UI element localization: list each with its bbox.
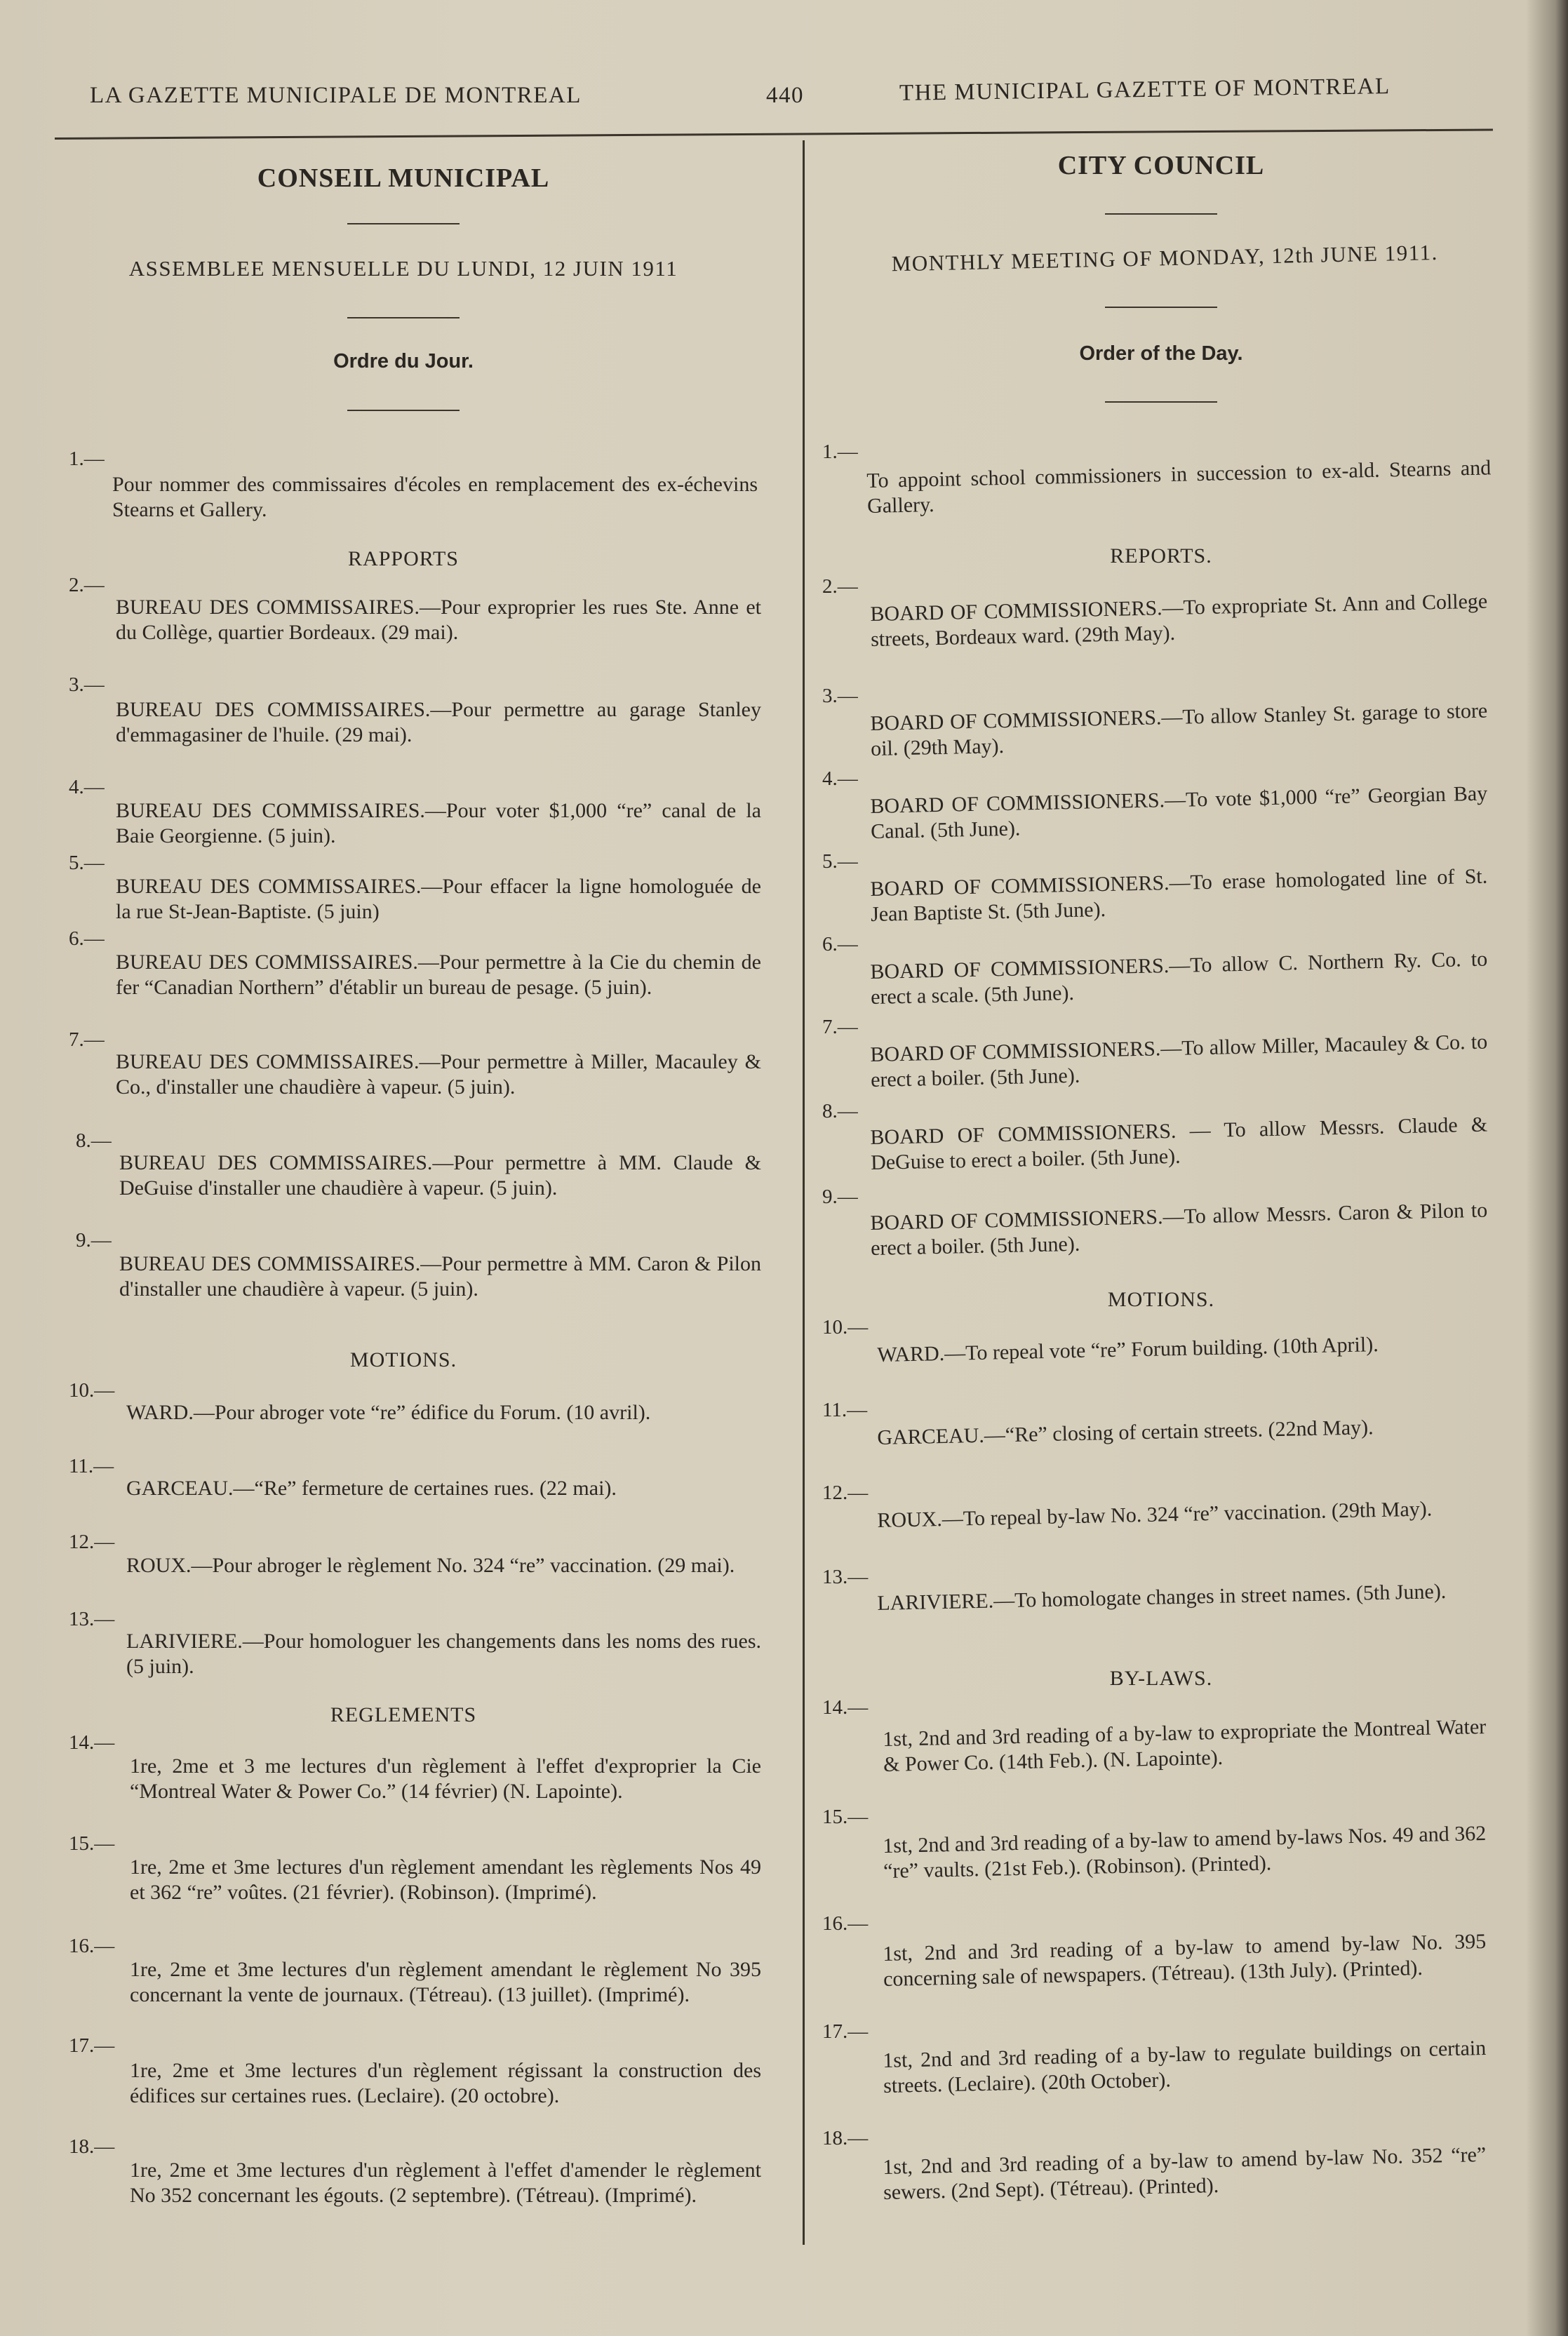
en-rule-1 [1105, 213, 1217, 215]
fr-item-text: ROUX.—Pour abroger le règlement No. 324 “re” vaccination. (29 mai). [126, 1554, 735, 1577]
en-item-number: 12.— [822, 1482, 869, 1504]
fr-item-number: 13.— [69, 1608, 115, 1630]
en-item-number: 5.— [822, 850, 858, 873]
fr-item-text: WARD.—Pour abroger vote “re” édifice du Forum. (10 avril). [126, 1401, 651, 1424]
fr-section-motions: MOTIONS. [349, 1348, 457, 1371]
fr-item-number: 10.— [69, 1379, 115, 1402]
en-section-motions: MOTIONS. [1107, 1288, 1215, 1311]
fr-subtitle: ASSEMBLEE MENSUELLE DU LUNDI, 12 JUIN 1911 [128, 256, 678, 281]
fr-item-text: Pour nommer des commissaires d'écoles en remplacement des ex-échevins Stearns et Gallery. [112, 473, 758, 521]
en-item-number: 13.— [822, 1566, 869, 1588]
fr-item-text: BUREAU DES COMMISSAIRES.—Pour permettre à Miller, Macauley & Co., d'installer une chaudière à vapeur. (5 juin). [116, 1050, 761, 1099]
fr-item-number: 8.— [76, 1129, 112, 1152]
fr-item-text: 1re, 2me et 3me lectures d'un règlement à l'effet d'amender le règlement No 352 concernant les égouts. (2 septembre). (Tétreau). (Imprimé). [130, 2159, 761, 2207]
en-title: CITY COUNCIL [1057, 151, 1265, 180]
en-item-text: 1st, 2nd and 3rd reading of a by-law to expropriate the Montreal Water & Power Co. (14th Feb.). (N. Lapointe). [883, 1714, 1487, 1776]
en-item-number: 17.— [822, 2020, 869, 2043]
en-item-number: 15.— [822, 1806, 869, 1828]
fr-item-text: BUREAU DES COMMISSAIRES.—Pour exproprier les rues Ste. Anne et du Collège, quartier Bordeaux. (29 mai). [116, 596, 761, 644]
fr-section-reports: RAPPORTS [348, 547, 459, 570]
fr-title: CONSEIL MUNICIPAL [257, 163, 550, 193]
column-divider [803, 140, 805, 2245]
fr-item-text: BUREAU DES COMMISSAIRES.—Pour effacer la ligne homologuée de la rue St-Jean-Baptiste. (5 juin) [116, 875, 761, 923]
en-item-number: 11.— [822, 1399, 868, 1421]
fr-item-number: 16.— [69, 1935, 115, 1957]
en-item-text: BOARD OF COMMISSIONERS.—To erase homologated line of St. Jean Baptiste St. (5th June). [870, 864, 1488, 926]
fr-section-bylaws: REGLEMENTS [330, 1703, 477, 1726]
en-item-number: 14.— [822, 1696, 869, 1719]
header-right-title: THE MUNICIPAL GAZETTE OF MONTREAL [899, 74, 1391, 106]
fr-item-text: BUREAU DES COMMISSAIRES.—Pour permettre à la Cie du chemin de fer “Canadian Northern” d'établir un bureau de pesage. (5 juin). [116, 951, 761, 999]
fr-item-number: 17.— [69, 2034, 115, 2057]
en-section-reports: REPORTS. [1110, 544, 1212, 568]
fr-item-number: 12.— [69, 1531, 115, 1553]
fr-item-number: 5.— [69, 852, 105, 874]
fr-item-number: 3.— [69, 673, 105, 696]
en-item-text: BOARD OF COMMISSIONERS.—To expropriate St. Ann and College streets, Bordeaux ward. (29th May). [870, 589, 1488, 651]
en-item-number: 4.— [822, 767, 858, 790]
en-section-bylaws: BY-LAWS. [1109, 1667, 1213, 1690]
fr-item-text: 1re, 2me et 3 me lectures d'un règlement à l'effet d'exproprier la Cie “Montreal Water & Power Co.” (14 février) (N. Lapointe). [130, 1754, 761, 1803]
fr-item-number: 6.— [69, 927, 105, 950]
fr-item-number: 15.— [69, 1832, 115, 1855]
page-number: 440 [766, 83, 804, 108]
fr-item-text: 1re, 2me et 3me lectures d'un règlement régissant la construction des édifices sur certaines rues. (Leclaire). (20 octobre). [130, 2059, 761, 2107]
en-item-number: 6.— [822, 933, 858, 955]
en-item-text: BOARD OF COMMISSIONERS.—To allow Stanley St. garage to store oil. (29th May). [870, 699, 1488, 760]
fr-item-number: 2.— [69, 574, 105, 596]
en-item-number: 18.— [822, 2127, 869, 2149]
fr-item-text: 1re, 2me et 3me lectures d'un règlement amendant les règlements Nos 49 et 362 “re” voûtes. (21 février). (Robinson). (Imprimé). [130, 1855, 761, 1904]
fr-item-text: BUREAU DES COMMISSAIRES.—Pour voter $1,000 “re” canal de la Baie Georgienne. (5 juin). [116, 799, 761, 847]
en-item-number: 16.— [822, 1912, 869, 1935]
fr-rule-1 [347, 223, 460, 224]
en-item-number: 1.— [822, 441, 858, 463]
en-item-text: 1st, 2nd and 3rd reading of a by-law to amend by-law No. 395 concerning sale of newspapers. (Tétreau). (13th July). (Printed). [883, 1929, 1487, 1991]
en-item-text: BOARD OF COMMISSIONERS.—To allow Miller, Macauley & Co. to erect a boiler. (5th June). [870, 1030, 1488, 1092]
fr-item-number: 7.— [69, 1028, 105, 1051]
en-order: Order of the Day. [1079, 342, 1243, 365]
fr-item-number: 18.— [69, 2135, 115, 2158]
en-item-number: 10.— [822, 1316, 869, 1338]
en-item-text: To appoint school commissioners in succession to ex-ald. Stearns and Gallery. [866, 456, 1492, 518]
fr-item-text: GARCEAU.—“Re” fermeture de certaines rues. (22 mai). [126, 1477, 617, 1500]
en-item-text: 1st, 2nd and 3rd reading of a by-law to regulate buildings on certain streets. (Leclaire). (20th October). [883, 2036, 1487, 2097]
en-item-text: BOARD OF COMMISSIONERS.—To allow Messrs. Caron & Pilon to erect a boiler. (5th June). [870, 1198, 1488, 1260]
en-item-text: WARD.—To repeal vote “re” Forum building. (10th April). [877, 1333, 1379, 1367]
fr-item-text: BUREAU DES COMMISSAIRES.—Pour permettre au garage Stanley d'emmagasiner de l'huile. (29 mai). [116, 698, 761, 746]
en-item-text: BOARD OF COMMISSIONERS. — To allow Messrs. Claude & DeGuise to erect a boiler. (5th June). [870, 1113, 1488, 1174]
en-item-text: BOARD OF COMMISSIONERS.—To vote $1,000 “re” Georgian Bay Canal. (5th June). [870, 781, 1488, 843]
fr-rule-3 [347, 410, 460, 411]
en-item-number: 3.— [822, 685, 858, 707]
fr-item-number: 4.— [69, 776, 105, 798]
header-rule [55, 128, 1493, 140]
page-edge-shadow [1526, 0, 1568, 2336]
fr-item-text: 1re, 2me et 3me lectures d'un règlement amendant le règlement No 395 concernant la vente de journaux. (Tétreau). (13 juillet). (Imprimé). [130, 1958, 761, 2006]
header-left-title: LA GAZETTE MUNICIPALE DE MONTREAL [90, 83, 582, 108]
en-item-text: 1st, 2nd and 3rd reading of a by-law to amend by-laws Nos. 49 and 362 “re” vaults. (21st Feb.). (Robinson). (Printed). [883, 1821, 1487, 1883]
fr-item-number: 11.— [69, 1455, 114, 1477]
fr-item-number: 9.— [76, 1229, 112, 1251]
en-item-text: BOARD OF COMMISSIONERS.—To allow C. Northern Ry. Co. to erect a scale. (5th June). [870, 947, 1488, 1009]
en-item-text: LARIVIERE.—To homologate changes in street names. (5th June). [877, 1580, 1447, 1615]
en-item-text: 1st, 2nd and 3rd reading of a by-law to amend by-law No. 352 “re” sewers. (2nd Sept). (Tétreau). (Printed). [883, 2142, 1487, 2204]
en-item-text: GARCEAU.—“Re” closing of certain streets. (22nd May). [877, 1416, 1374, 1449]
en-item-text: ROUX.—To repeal by-law No. 324 “re” vaccination. (29th May). [877, 1497, 1433, 1532]
fr-item-text: BUREAU DES COMMISSAIRES.—Pour permettre à MM. Claude & DeGuise d'installer une chaudière à vapeur. (5 juin). [119, 1151, 761, 1200]
fr-rule-2 [347, 317, 460, 318]
en-item-number: 2.— [822, 575, 858, 598]
en-rule-2 [1105, 307, 1217, 308]
fr-item-number: 14.— [69, 1731, 115, 1754]
en-item-number: 8.— [822, 1100, 858, 1122]
en-rule-3 [1105, 401, 1217, 403]
fr-item-text: LARIVIERE.—Pour homologuer les changements dans les noms des rues. (5 juin). [126, 1630, 761, 1678]
en-item-number: 9.— [822, 1186, 858, 1208]
en-subtitle: MONTHLY MEETING OF MONDAY, 12th JUNE 1911. [891, 239, 1439, 276]
fr-order: Ordre du Jour. [333, 350, 474, 372]
fr-item-number: 1.— [69, 448, 105, 470]
fr-item-text: BUREAU DES COMMISSAIRES.—Pour permettre à MM. Caron & Pilon d'installer une chaudière à vapeur. (5 juin). [119, 1252, 761, 1301]
en-item-number: 7.— [822, 1016, 858, 1038]
